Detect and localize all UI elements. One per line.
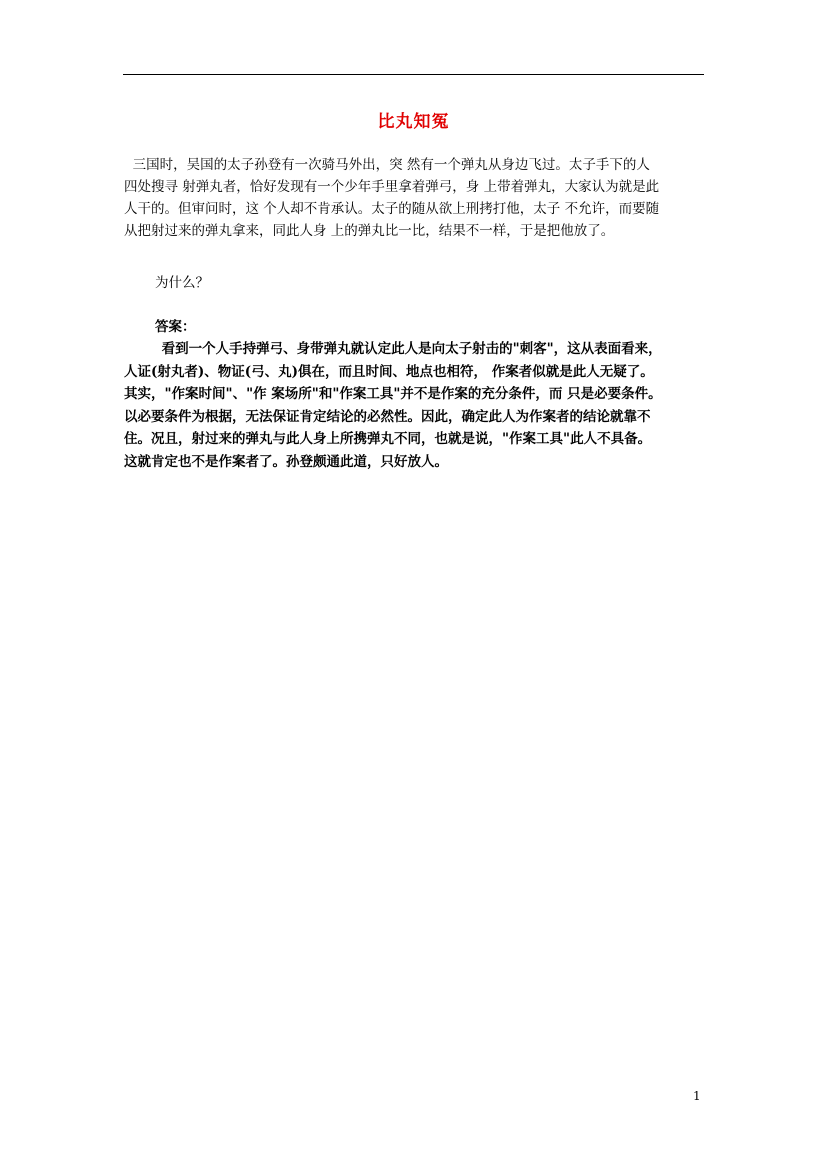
header-rule <box>123 74 704 75</box>
question-text: 为什么？ <box>155 275 209 291</box>
answer-line: 这就肯定也不是作案者了。孙登颇通此道，只好放人。 <box>124 453 448 470</box>
answer-paragraph <box>124 338 708 473</box>
story-line: 人干的。但审问时，这 个人却不肯承认。太子的随从欲上刑拷打他，太子 不允许，而要随 <box>124 201 660 217</box>
answer-line: 住。况且，射过来的弹丸与此人身上所携弹丸不同，也就是说，"作案工具"此人不具备。 <box>124 431 652 447</box>
story-line: 四处搜寻 射弹丸者，恰好发现有一个少年手里拿着弹弓，身 上带着弹丸，大家认为就是此 <box>124 179 660 195</box>
document-title: 比丸知冤 <box>377 112 450 132</box>
answer-line: 以必要条件为根据，无法保证肯定结论的必然性。因此，确定此人为作案者的结论就靠不 <box>124 408 651 425</box>
story-line: 从把射过来的弹丸拿来，同此人身 上的弹丸比一比，结果不一样，于是把他放了。 <box>124 223 615 239</box>
answer-label: 答案： <box>155 319 196 335</box>
answer-line: 看到一个人手持弹弓、身带弹丸就认定此人是向太子射击的"刺客"，这从表面看来， <box>124 341 662 357</box>
answer-line: 其实，"作案时间"、"作 案场所"和"作案工具"并不是作案的充分条件，而 只是必要条件。 <box>124 386 662 402</box>
story-paragraph <box>124 154 706 242</box>
page-number: 1 <box>693 1089 701 1103</box>
story-line: 三国时，吴国的太子孙登有一次骑马外出，突 然有一个弹丸从身边飞过。太子手下的人 <box>124 157 650 173</box>
answer-line: 人证(射丸者)、物证(弓、丸)俱在，而且时间、地点也相符， 作案者似就是此人无疑了。 <box>124 363 654 380</box>
